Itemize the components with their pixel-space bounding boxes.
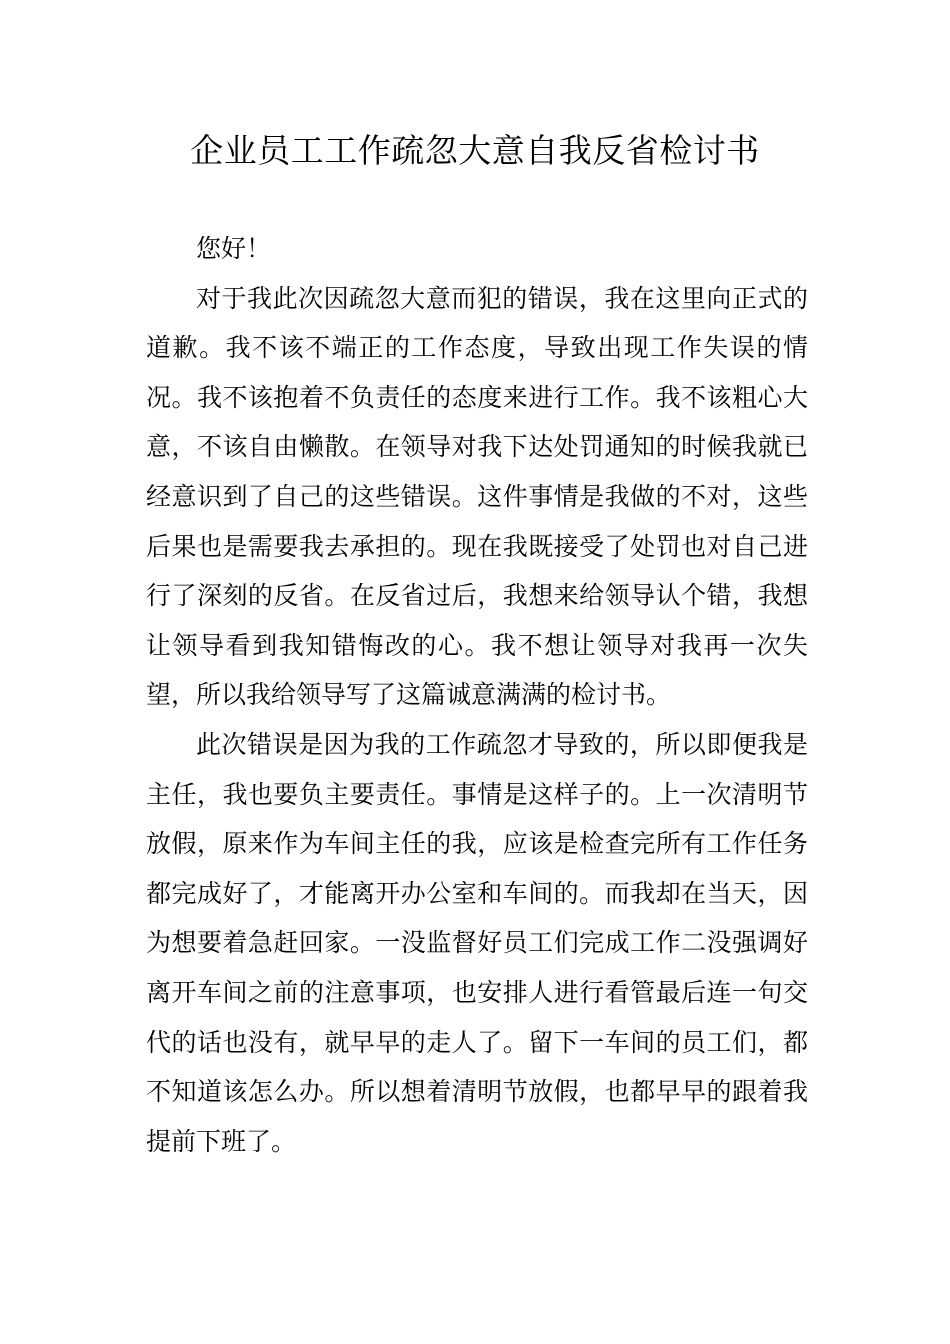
document-body bbox=[146, 224, 808, 1166]
document-title: 企业员工工作疏忽大意自我反省检讨书 bbox=[190, 131, 760, 170]
greeting-line: 您好！ bbox=[196, 234, 272, 263]
paragraph-1: 对于我此次因疏忽大意而犯的错误，我在这里向正式的道歉。我不该不端正的工作态度，导致出现工作失误的情况。我不该抱着不负责任的态度来进行工作。我不该粗心大意，不该自由懒散。在领导对我下达处罚通知的时候我就已经意识到了自己的这些错误。这件事情是我做的不对，这些后果也是需要我去承担的。现在我既接受了处罚也对自己进行了深刻的反省。在反省过后，我想来给领导认个错，我想让领导看到我知错悔改的心。我不想让领导对我再一次失望，所以我给领导写了这篇诚意满满的检讨书。 bbox=[146, 283, 808, 710]
paragraph-2: 此次错误是因为我的工作疏忽才导致的，所以即便我是主任，我也要负主要责任。事情是这样子的。上一次清明节放假，原来作为车间主任的我，应该是检查完所有工作任务都完成好了，才能离开办公室和车间的。而我却在当天，因为想要着急赶回家。一没监督好员工们完成工作二没强调好离开车间之前的注意事项，也安排人进行看管最后连一句交代的话也没有，就早早的走人了。留下一车间的员工们，都不知道该怎么办。所以想着清明节放假，也都早早的跟着我提前下班了。 bbox=[146, 729, 808, 1156]
